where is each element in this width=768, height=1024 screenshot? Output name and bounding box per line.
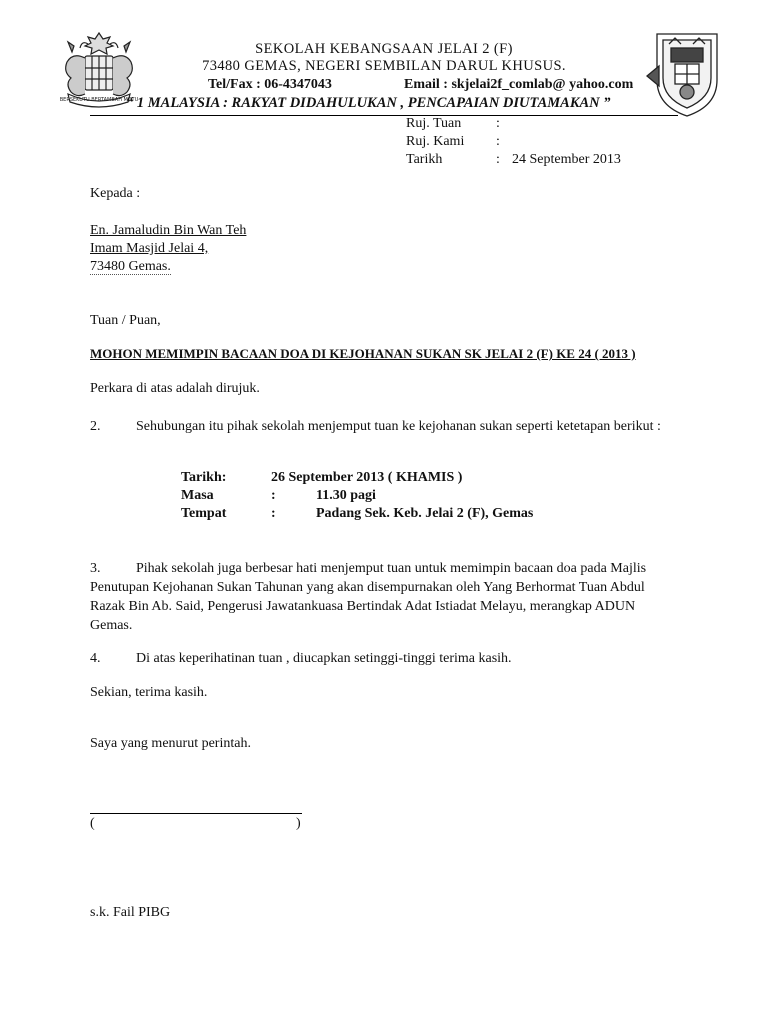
tarikh-label: Tarikh xyxy=(406,152,443,167)
signature-open-paren: ( xyxy=(90,816,95,831)
header-divider xyxy=(90,115,678,116)
carbon-copy: s.k. Fail PIBG xyxy=(90,905,171,920)
ruj-tuan-label: Ruj. Tuan xyxy=(406,116,462,131)
detail-tarikh-label: Tarikh: xyxy=(181,470,227,485)
ruj-tuan-colon: : xyxy=(496,116,500,131)
signature-line xyxy=(90,813,302,814)
paragraph-3-text: Pihak sekolah juga berbesar hati menjemput tuan untuk memimpin bacaan doa pada Majlis Penutupan Kejohanan Sukan Tahunan yang akan disempurnakan oleh Yang Berhormat Tuan Abdul Razak Bin Ab. Said, Pengerusi Jawatankuasa Bertindak Adat Istiadat Melayu, merangkap ADUN Gemas. xyxy=(90,561,647,633)
detail-masa-label: Masa xyxy=(181,488,214,503)
recipient-line2: Imam Masjid Jelai 4, xyxy=(90,241,209,256)
paragraph-4-text: Di atas keperihatinan tuan , diucapkan setinggi-tinggi terima kasih. xyxy=(136,651,512,666)
detail-tempat-label: Tempat xyxy=(181,506,227,521)
paragraph-2 xyxy=(90,417,680,436)
ruj-kami-colon: : xyxy=(496,134,500,149)
paragraph-4-number: 4. xyxy=(90,651,101,666)
detail-tarikh-value: 26 September 2013 ( KHAMIS ) xyxy=(271,470,463,485)
svg-text:BERSEKUTU BERTAMBAH MUTU: BERSEKUTU BERTAMBAH MUTU xyxy=(59,97,139,103)
school-name: SEKOLAH KEBANGSAAN JELAI 2 (F) xyxy=(255,41,513,57)
recipient-name: En. Jamaludin Bin Wan Teh xyxy=(90,223,247,238)
school-motto: “ 1 MALAYSIA : RAKYAT DIDAHULUKAN , PENCAPAIAN DIUTAMAKAN ” xyxy=(126,95,611,111)
paragraph-1: Perkara di atas adalah dirujuk. xyxy=(90,381,260,396)
school-email: Email : skjelai2f_comlab@ yahoo.com xyxy=(404,77,634,92)
paragraph-4 xyxy=(90,649,680,668)
paragraph-3-number: 3. xyxy=(90,561,101,576)
closing-2: Saya yang menurut perintah. xyxy=(90,736,251,751)
paragraph-2-number: 2. xyxy=(90,419,101,434)
detail-tempat-value: Padang Sek. Keb. Jelai 2 (F), Gemas xyxy=(316,506,534,521)
recipient-line3: 73480 Gemas. xyxy=(90,259,171,274)
paragraph-2-text: Sehubungan itu pihak sekolah menjemput tuan ke kejohanan sukan seperti ketetapan berikut : xyxy=(136,419,661,434)
ruj-kami-label: Ruj. Kami xyxy=(406,134,465,149)
closing: Sekian, terima kasih. xyxy=(90,685,208,700)
paragraph-3 xyxy=(90,559,680,635)
signature-close-paren: ) xyxy=(296,816,301,831)
school-telfax: Tel/Fax : 06-4347043 xyxy=(208,77,332,92)
tarikh-colon: : xyxy=(496,152,500,167)
salutation: Tuan / Puan, xyxy=(90,313,161,328)
detail-tempat-colon: : xyxy=(271,506,276,521)
tarikh-value: 24 September 2013 xyxy=(512,152,621,167)
school-address: 73480 GEMAS, NEGERI SEMBILAN DARUL KHUSUS. xyxy=(202,58,566,74)
detail-masa-value: 11.30 pagi xyxy=(316,488,376,503)
kepada-label: Kepada : xyxy=(90,186,141,201)
letter-subject: MOHON MEMIMPIN BACAAN DOA DI KEJOHANAN SUKAN SK JELAI 2 (F) KE 24 ( 2013 ) xyxy=(90,346,636,361)
detail-masa-colon: : xyxy=(271,488,276,503)
